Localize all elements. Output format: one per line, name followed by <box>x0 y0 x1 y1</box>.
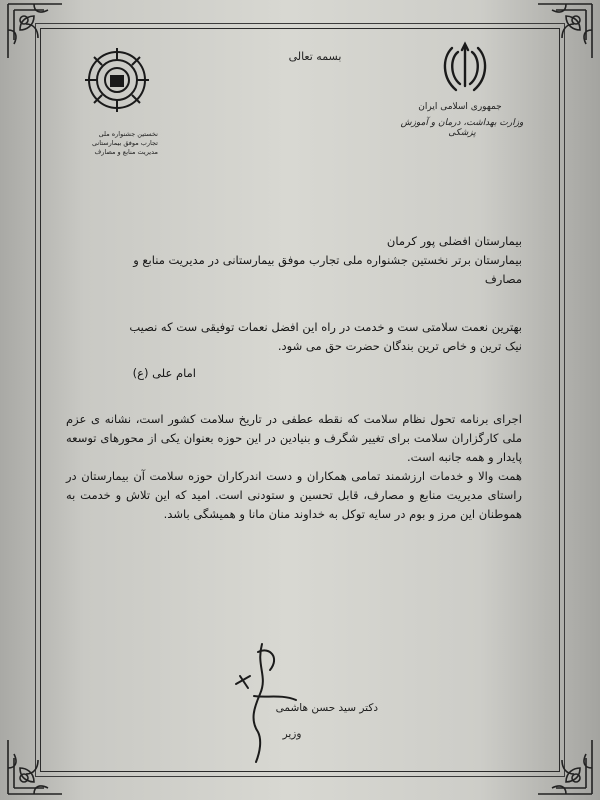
quote-line: نیک ترین و خاص ترین بندگان حضرت حق می شود. <box>277 339 522 353</box>
corner-ornament-icon <box>4 0 66 62</box>
ministry-name: وزارت بهداشت، درمان و آموزش پزشکی <box>400 118 524 138</box>
logo-caption-line: مدیریت منابع و مصارف <box>94 148 158 156</box>
festival-logo-icon <box>82 44 152 120</box>
logo-caption-line: نخستین جشنواره ملی <box>98 130 158 138</box>
recipient-name: بیمارستان افضلی پور کرمان <box>386 234 522 248</box>
quote-author: امام علی (ع) <box>132 366 196 380</box>
body-paragraph: همت والا و خدمات ارزشمند تمامی همکاران و دست اندرکاران حوزه سلامت آن بیمارستان در راستای مدیریت منابع و مصارف، قابل تحسین و ستودنی است. امید که این تلاش و خدمت به هموطنان این مرز و بوم در سایه توکل به خداوند منان مانا و همیشگی باشد. <box>66 469 522 521</box>
letter-body <box>66 410 522 524</box>
signatory-name: دکتر سید حسن هاشمی <box>275 702 378 714</box>
body-paragraph: اجرای برنامه تحول نظام سلامت که نقطه عطفی در تاریخ سلامت کشور است، نشانه ی عزم ملی کارگزاران سلامت برای تغییر شگرف و بنیادین در این حوزه بعنوان یکی از محورهای توسعه پایدار و همه جانبه است. <box>66 412 522 464</box>
signatory-title: وزیر <box>282 728 302 740</box>
recipient-line: بیمارستان برتر نخستین جشنواره ملی تجارب موفق بیمارستانی در مدیریت منابع و <box>133 253 522 267</box>
quote-block <box>66 318 522 356</box>
quote-line: بهترین نعمت سلامتی ست و خدمت در راه این افضل نعمات توفیقی ست که نصیب <box>129 320 522 334</box>
corner-ornament-icon <box>4 736 66 798</box>
corner-ornament-icon <box>534 0 596 62</box>
header-title: بسمه تعالی <box>288 50 342 63</box>
logo-caption-line: تجارب موفق بیمارستانی <box>91 139 158 147</box>
handwritten-signature-icon <box>210 636 320 766</box>
corner-ornament-icon <box>534 736 596 798</box>
government-name: جمهوری اسلامی ایران <box>418 102 502 112</box>
recipient-line: مصارف <box>484 272 522 286</box>
recipient-block <box>66 232 522 289</box>
iran-emblem-icon <box>440 40 490 96</box>
logo-caption <box>78 130 158 157</box>
